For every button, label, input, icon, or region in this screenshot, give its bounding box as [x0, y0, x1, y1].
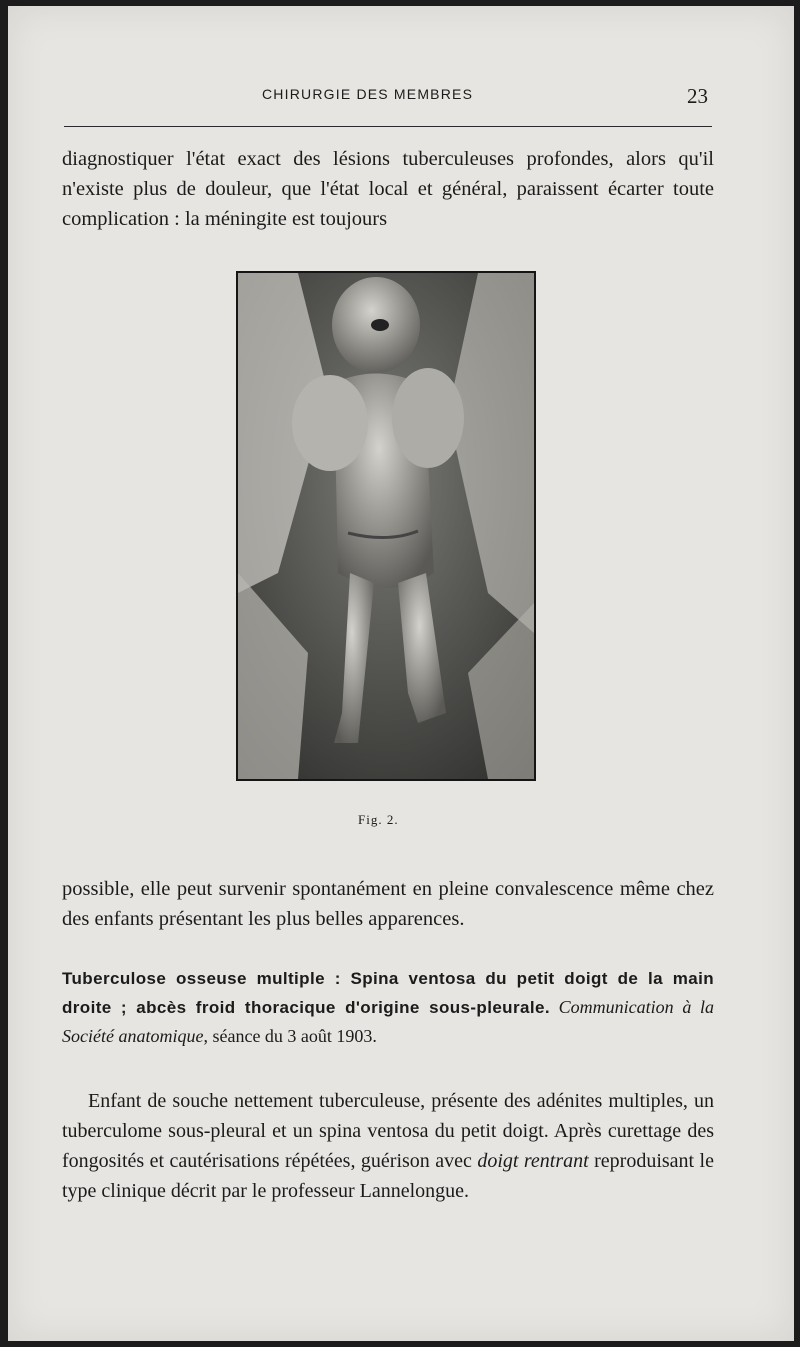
- infant-photo-icon: [238, 273, 534, 779]
- entry-title: Tuberculose osseuse multiple : Spina ventosa du petit doigt de la main droite ; abcès froid thoracique d'origine sous-pleurale.: [62, 969, 714, 1017]
- figure-caption: Fig. 2.: [358, 812, 399, 827]
- book-page: [8, 6, 794, 1341]
- summary-emphasis: doigt rentrant: [477, 1150, 589, 1172]
- paragraph-summary: [62, 1086, 714, 1206]
- summary-text-after: reproduisant le type clinique décrit par le professeur Lannelongue.: [62, 1150, 714, 1202]
- paragraph-diagnostic: diagnostiquer l'état exact des lésions tuberculeuses profondes, alors qu'il n'existe plus de douleur, que l'état local et général, paraissent écarter toute complication : la méningite est toujours: [62, 148, 714, 230]
- summary-text-before: Enfant de souche nettement tuberculeuse, présente des adénites multiples, un tuberculome sous-pleural et un spina ventosa du petit doigt. Après curettage des fongosités et cautérisations répétées, guérison avec: [62, 1090, 714, 1172]
- bibliography-entry: [62, 964, 714, 1050]
- page-header: [62, 84, 708, 110]
- header-rule: [64, 126, 712, 127]
- paragraph-convalescence: possible, elle peut survenir spontanément en pleine convalescence même chez des enfants présentant les plus belles apparences.: [62, 878, 714, 930]
- figure-photograph: [236, 271, 536, 781]
- running-title: CHIRURGIE DES MEMBRES: [262, 86, 474, 102]
- entry-date: , séance du 3 août 1903.: [203, 1026, 377, 1046]
- entry-venue: Communication à la Société anatomique: [62, 997, 715, 1046]
- page-number: 23: [687, 84, 708, 108]
